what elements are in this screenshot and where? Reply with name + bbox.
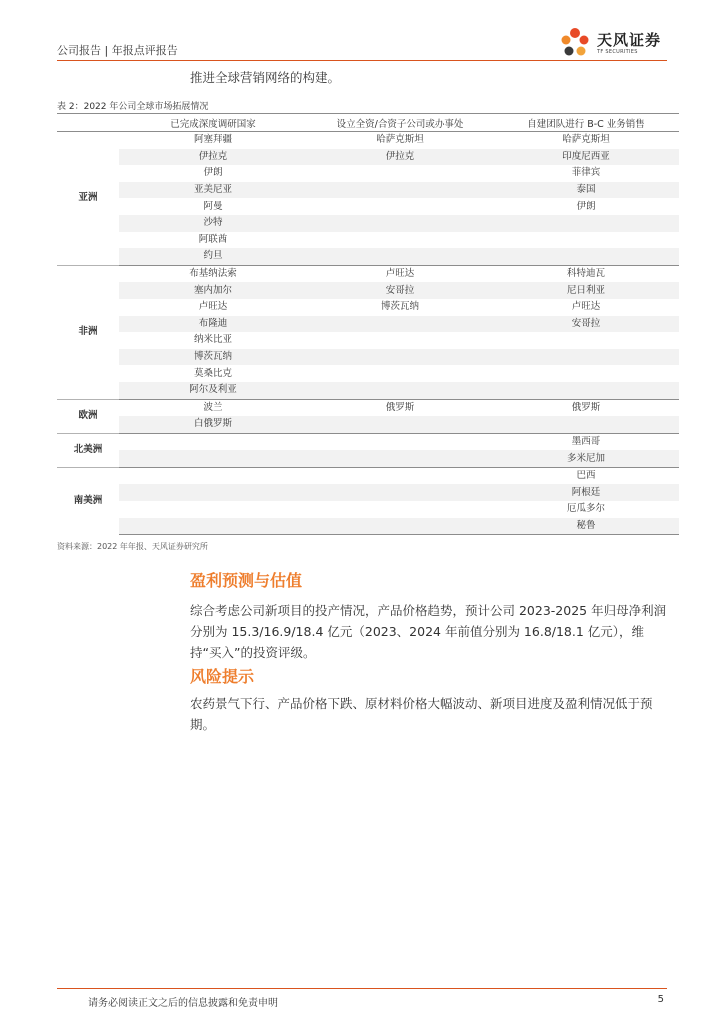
table-cell — [307, 182, 493, 199]
table-cell: 纳米比亚 — [193, 334, 232, 346]
table-row — [57, 282, 679, 299]
table-cell: 阿曼 — [203, 200, 223, 212]
table-cell — [493, 232, 679, 249]
region-label: 北美洲 — [57, 433, 119, 467]
table-row — [57, 132, 679, 149]
table-cell: 布隆迪 — [119, 316, 307, 333]
table-cell — [493, 332, 679, 349]
footer-disclaimer: 请务必阅读正文之后的信息披露和免责申明 — [88, 998, 278, 1009]
logo-subtitle: TF SECURITIES — [597, 49, 638, 55]
table-cell — [307, 165, 493, 182]
table-cell: 秘鲁 — [493, 518, 679, 535]
table-cell — [307, 518, 493, 535]
table-cell: 博茨瓦纳 — [380, 301, 419, 313]
table-row — [57, 349, 679, 366]
table-row — [57, 484, 679, 501]
table-cell — [119, 484, 307, 501]
risk-paragraph: 农药景气下行、产品价格下跌、原材料价格大幅波动、新项目进度及盈利情况低于预期。 — [190, 696, 653, 732]
table-cell: 莫桑比克 — [193, 367, 232, 379]
table-cell: 科特迪瓦 — [493, 265, 679, 282]
table-header-row — [57, 114, 679, 132]
section-title-risk: 风险提示 — [190, 667, 255, 686]
table-row — [57, 433, 679, 450]
region-label: 非洲 — [57, 265, 119, 399]
region-label: 欧洲 — [57, 399, 119, 433]
table-cell — [493, 382, 679, 399]
market-expansion-table — [57, 113, 679, 535]
table-cell — [307, 433, 493, 450]
table-row — [57, 467, 679, 484]
table-cell — [119, 450, 307, 467]
table-cell — [493, 365, 679, 382]
table-cell: 博茨瓦纳 — [119, 349, 307, 366]
table-cell — [119, 433, 307, 450]
table-cell: 伊朗 — [203, 167, 223, 179]
table-cell — [307, 467, 493, 484]
page-number: 5 — [657, 994, 664, 1005]
report-type: 公司报告 | 年报点评报告 — [57, 44, 178, 57]
table-row — [57, 215, 679, 232]
column-header: 已完成深度调研国家 — [119, 114, 307, 132]
table-cell — [307, 365, 493, 382]
table-row — [57, 382, 679, 399]
region-label: 南美洲 — [57, 467, 119, 534]
table-cell: 巴西 — [493, 467, 679, 484]
table-cell: 哈萨克斯坦 — [493, 132, 679, 149]
table-cell — [119, 501, 307, 518]
table-row — [57, 399, 679, 416]
table-cell — [493, 215, 679, 232]
logo-name: 天风证券 — [597, 31, 662, 49]
table-cell: 阿尔及利亚 — [119, 382, 307, 399]
table-cell: 泰国 — [493, 182, 679, 199]
table-row — [57, 365, 679, 382]
table-row — [57, 232, 679, 249]
table-cell: 安哥拉 — [307, 282, 493, 299]
column-header — [57, 114, 119, 132]
table-cell — [307, 232, 493, 249]
table-row — [57, 518, 679, 535]
table-cell — [493, 416, 679, 433]
table-row — [57, 149, 679, 166]
table-row — [57, 450, 679, 467]
header-rule — [57, 60, 667, 61]
flower-logo-icon — [557, 24, 593, 60]
table-row — [57, 316, 679, 333]
table-cell: 俄罗斯 — [493, 399, 679, 416]
table-source: 资料来源：2022 年年报、天风证券研究所 — [57, 542, 208, 551]
table-cell: 印度尼西亚 — [493, 149, 679, 166]
table-cell: 白俄罗斯 — [119, 416, 307, 433]
company-logo — [557, 24, 667, 60]
table-cell: 沙特 — [119, 215, 307, 232]
table-cell: 亚美尼亚 — [119, 182, 307, 199]
table-cell: 阿根廷 — [493, 484, 679, 501]
table-cell: 哈萨克斯坦 — [307, 132, 493, 149]
table-cell — [307, 484, 493, 501]
table-row — [57, 501, 679, 518]
table-cell: 塞内加尔 — [119, 282, 307, 299]
table-cell — [307, 382, 493, 399]
table-cell: 约旦 — [119, 248, 307, 265]
table-cell: 伊拉克 — [119, 149, 307, 166]
table-cell — [307, 450, 493, 467]
column-header: 设立全资/合资子公司或办事处 — [307, 114, 493, 132]
table-cell — [307, 215, 493, 232]
table-row — [57, 198, 679, 215]
intro-paragraph: 推进全球营销网络的构建。 — [190, 70, 341, 85]
table-cell: 布基纳法索 — [119, 265, 307, 282]
table-row — [57, 332, 679, 349]
table-cell: 墨西哥 — [493, 433, 679, 450]
footer-rule — [57, 988, 667, 989]
table-body — [57, 132, 679, 535]
table-cell — [307, 316, 493, 333]
table-row — [57, 416, 679, 433]
column-header: 自建团队进行 B-C 业务销售 — [493, 114, 679, 132]
table-cell: 安哥拉 — [493, 316, 679, 333]
table-row — [57, 265, 679, 282]
table-cell: 菲律宾 — [571, 167, 601, 179]
table-cell — [493, 349, 679, 366]
table-caption: 表 2：2022 年公司全球市场拓展情况 — [57, 102, 209, 112]
table-cell: 卢旺达 — [198, 301, 228, 313]
table-cell — [307, 416, 493, 433]
table-cell — [307, 501, 493, 518]
table-cell — [307, 198, 493, 215]
table-row — [57, 165, 679, 182]
forecast-paragraph: 综合考虑公司新项目的投产情况，产品价格趋势，预计公司 2023-2025 年归母净利润分别为 15.3/16.9/18.4 亿元（2023、2024 年前值分别为 16.8/18.1 亿元），维持“买入”的投资评级。 — [190, 603, 667, 660]
table-cell: 多米尼加 — [493, 450, 679, 467]
table-cell: 卢旺达 — [571, 301, 601, 313]
table-cell — [307, 248, 493, 265]
table-cell: 俄罗斯 — [307, 399, 493, 416]
table-cell: 尼日利亚 — [493, 282, 679, 299]
table-cell: 厄瓜多尔 — [566, 503, 605, 515]
table-cell — [119, 467, 307, 484]
table-cell — [119, 518, 307, 535]
table-row — [57, 248, 679, 265]
table-cell: 阿联酋 — [198, 233, 228, 245]
table-cell — [307, 349, 493, 366]
table-cell: 伊朗 — [576, 200, 596, 212]
table-cell — [493, 248, 679, 265]
table-cell: 卢旺达 — [307, 265, 493, 282]
table-cell: 伊拉克 — [307, 149, 493, 166]
table-cell: 波兰 — [119, 399, 307, 416]
table-cell — [307, 332, 493, 349]
table-cell: 阿塞拜疆 — [119, 132, 307, 149]
table-row — [57, 182, 679, 199]
region-label: 亚洲 — [57, 132, 119, 266]
table-row — [57, 299, 679, 316]
page-header — [57, 28, 667, 64]
section-title-forecast: 盈利预测与估值 — [190, 571, 303, 590]
